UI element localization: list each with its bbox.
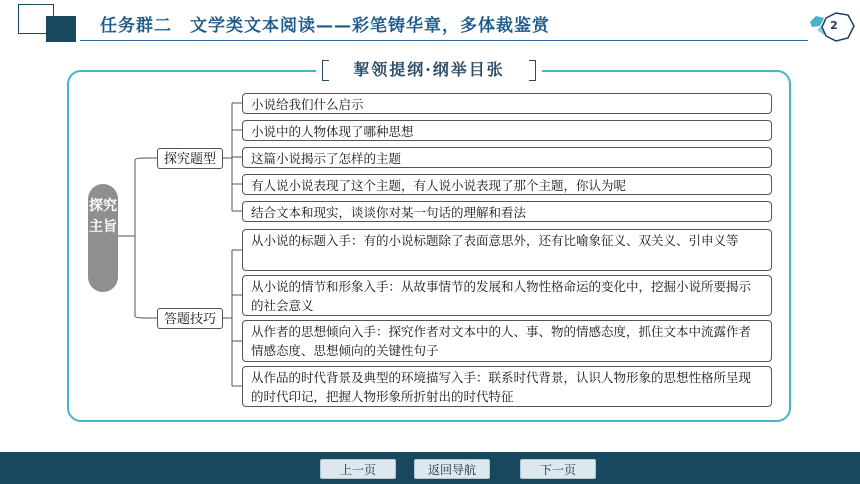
next-page-button[interactable]: 下一页 — [520, 459, 596, 479]
list-item: 结合文本和现实，谈谈你对某一句话的理解和看法 — [242, 201, 772, 222]
header-title: 任务群二 文学类文本阅读——彩笔铸华章，多体裁鉴赏 — [100, 16, 550, 36]
branch-question-types: 探究题型 — [157, 148, 223, 169]
list-item: 有人说小说表现了这个主题，有人说小说表现了那个主题，你认为呢 — [242, 174, 772, 195]
prev-page-button[interactable]: 上一页 — [320, 459, 396, 479]
list-item: 从作品的时代背景及典型的环境描写入手：联系时代背景，认识人物形象的思想性格所呈现的时代印记，把握人物形象所折射出的时代特征 — [242, 366, 772, 407]
back-to-nav-button[interactable]: 返回导航 — [414, 459, 490, 479]
list-item: 小说给我们什么启示 — [242, 93, 772, 114]
page-number: 2 — [830, 19, 838, 32]
list-item: 从小说的标题入手：有的小说标题除了表面意思外，还有比喻象征义、双关义、引申义等 — [242, 229, 772, 271]
section-title: 挈领提纲·纲举目张 — [353, 60, 505, 79]
root-node-label: 探究主旨 — [89, 198, 117, 235]
list-item: 这篇小说揭示了怎样的主题 — [242, 147, 772, 168]
list-item: 从小说的情节和形象入手：从故事情节的发展和人物性格命运的变化中，挖掘小说所要揭示的社会意义 — [242, 275, 772, 316]
list-item: 从作者的思想倾向入手：探究作者对文本中的人、事、物的情感态度，抓住文本中流露作者情感态度、思想倾向的关键性句子 — [242, 320, 772, 362]
branch-answer-tips: 答题技巧 — [157, 308, 223, 329]
list-item: 小说中的人物体现了哪种思想 — [242, 120, 772, 141]
